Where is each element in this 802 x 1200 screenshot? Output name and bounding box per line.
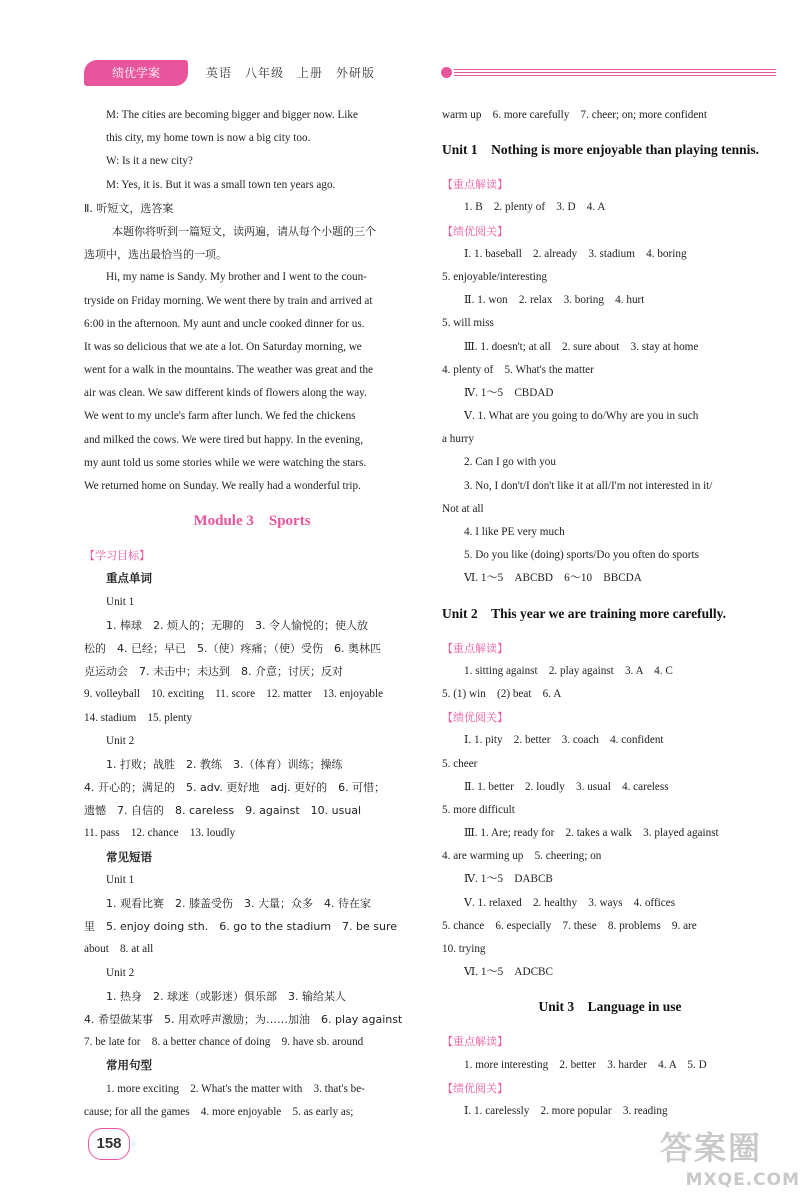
right-line: 5. chance 6. especially 7. these 8. problems 9. are bbox=[442, 919, 697, 932]
left-line: cause; for all the games 4. more enjoyable 5. as early as; bbox=[84, 1105, 354, 1118]
left-line: 9. volleyball 10. exciting 11. score 12. matter 13. enjoyable bbox=[84, 688, 384, 701]
header-rule bbox=[454, 72, 776, 73]
left-line: and milked the cows. We were tired but happy. In the evening, bbox=[84, 433, 364, 446]
left-line: 11. pass 12. chance 13. loudly bbox=[84, 827, 236, 840]
left-line: air was clean. We saw different kinds of flowers along the way. bbox=[84, 387, 367, 400]
right-line: Ⅳ. 1～5 DABCB bbox=[464, 873, 553, 886]
left-line: We returned home on Sunday. We really had a wonderful trip. bbox=[84, 480, 361, 492]
header-dot bbox=[441, 67, 452, 78]
right-line: Ⅱ. 1. better 2. loudly 3. usual 4. careless bbox=[464, 780, 669, 793]
left-line: We went to my uncle's farm after lunch. We fed the chickens bbox=[84, 410, 356, 423]
left-line: Unit 2 bbox=[106, 966, 135, 979]
left-line: 1. 热身 2. 球迷（或影迷）俱乐部 3. 输给某人 bbox=[106, 989, 346, 1003]
left-line: 1. more exciting 2. What's the matter with 3. that's be- bbox=[106, 1082, 365, 1095]
left-line: Hi, my name is Sandy. My brother and I went to the coun- bbox=[106, 271, 367, 284]
right-line: 4. plenty of 5. What's the matter bbox=[442, 363, 594, 376]
left-line: 常用句型 bbox=[106, 1058, 152, 1073]
left-line: 1. 打败；战胜 2. 教练 3.（体育）训练；操练 bbox=[106, 757, 343, 771]
left-line: tryside on Friday morning. We went there by train and arrived at bbox=[84, 294, 373, 307]
right-line: 5. will miss bbox=[442, 317, 494, 330]
right-line: 5. (1) win (2) beat 6. A bbox=[442, 687, 562, 700]
left-line: Module 3 Sports bbox=[193, 513, 311, 530]
right-line: 4. I like PE very much bbox=[464, 526, 565, 538]
right-line: warm up 6. more carefully 7. cheer; on; more confident bbox=[442, 109, 707, 121]
left-line: 松的 4. 已经；早已 5.（使）疼痛；（使）受伤 6. 奥林匹 bbox=[84, 641, 381, 655]
left-line: 重点单词 bbox=[106, 571, 152, 586]
right-line: Ⅵ. 1～5 ABCBD 6～10 BBCDA bbox=[464, 572, 642, 585]
right-line: 2. Can I go with you bbox=[464, 456, 556, 469]
right-line: 4. are warming up 5. cheering; on bbox=[442, 850, 602, 863]
right-line: Ⅲ. 1. doesn't; at all 2. sure about 3. stay at home bbox=[464, 340, 699, 353]
right-line: 5. more difficult bbox=[442, 803, 515, 816]
header-tag: 绩优学案 bbox=[84, 60, 188, 86]
right-line: Unit 1 Nothing is more enjoyable than playing tennis. bbox=[442, 142, 760, 158]
left-line: 1. 棒球 2. 烦人的；无聊的 3. 令人愉悦的；使人放 bbox=[106, 618, 368, 632]
left-line: W: Is it a new city? bbox=[106, 155, 193, 168]
left-line: 里 5. enjoy doing sth. 6. go to the stadium 7. be sure bbox=[84, 920, 398, 934]
page-number: 158 bbox=[88, 1128, 130, 1160]
left-column bbox=[84, 104, 420, 1124]
right-line: 【重点解读】 bbox=[442, 641, 508, 655]
right-line: Unit 2 This year we are training more carefully. bbox=[442, 605, 726, 621]
right-line: 1. sitting against 2. play against 3. A 4. C bbox=[464, 664, 673, 677]
right-line: Not at all bbox=[442, 502, 484, 515]
left-line: 选项中，选出最恰当的一项。 bbox=[84, 248, 227, 262]
right-line: 【重点解读】 bbox=[442, 1035, 508, 1049]
header-rule bbox=[454, 69, 776, 70]
right-line: Ⅴ. 1. What are you going to do/Why are you in such bbox=[464, 410, 699, 423]
watermark-url: MXQE.COM bbox=[685, 1170, 800, 1190]
left-line: 6:00 in the afternoon. My aunt and uncle cooked dinner for us. bbox=[84, 317, 365, 330]
left-line: Ⅱ. 听短文，选答案 bbox=[84, 201, 174, 215]
header-rule bbox=[454, 75, 776, 76]
right-line: 3. No, I don't/I don't like it at all/I'm not interested in it/ bbox=[464, 479, 713, 492]
left-line: this city, my home town is now a big city too. bbox=[106, 132, 311, 145]
right-column bbox=[442, 104, 778, 1123]
left-line: Unit 2 bbox=[106, 734, 135, 747]
left-line: 14. stadium 15. plenty bbox=[84, 711, 193, 724]
left-line: Unit 1 bbox=[106, 873, 135, 886]
right-line: a hurry bbox=[442, 433, 474, 446]
right-line: 1. B 2. plenty of 3. D 4. A bbox=[464, 201, 606, 214]
right-line: 【绩优阅关】 bbox=[442, 1081, 508, 1095]
header-title: 英语 八年级 上册 外研版 bbox=[206, 66, 376, 80]
left-line: my aunt told us some stories while we were watching the stars. bbox=[84, 456, 367, 469]
left-line: 1. 观看比赛 2. 膝盖受伤 3. 大量；众多 4. 待在家 bbox=[106, 897, 371, 910]
right-line: Ⅲ. 1. Are; ready for 2. takes a walk 3. played against bbox=[464, 827, 719, 840]
right-line: 10. trying bbox=[442, 943, 486, 955]
right-line: Ⅱ. 1. won 2. relax 3. boring 4. hurt bbox=[464, 294, 645, 307]
left-line: went for a walk in the mountains. The weather was great and the bbox=[84, 364, 374, 377]
right-line: 【绩优阅关】 bbox=[442, 224, 508, 238]
left-line: 常见短语 bbox=[106, 849, 152, 864]
right-line: Ⅰ. 1. carelessly 2. more popular 3. reading bbox=[464, 1104, 668, 1117]
left-line: 【学习目标】 bbox=[84, 549, 150, 563]
right-line: 5. Do you like (doing) sports/Do you often do sports bbox=[464, 549, 699, 562]
right-line: 5. cheer bbox=[442, 757, 478, 770]
right-line: 1. more interesting 2. better 3. harder 4. A 5. D bbox=[464, 1058, 707, 1071]
right-line: 【重点解读】 bbox=[442, 178, 508, 192]
right-line: 5. enjoyable/interesting bbox=[442, 270, 548, 283]
left-line: Unit 1 bbox=[106, 595, 135, 608]
watermark-logo bbox=[660, 1128, 800, 1198]
right-line: Unit 3 Language in use bbox=[538, 999, 682, 1015]
left-line: 4. 希望做某事 5. 用欢呼声激励；为……加油 6. play against bbox=[84, 1012, 403, 1026]
right-line: Ⅵ. 1～5 ADCBC bbox=[464, 966, 553, 979]
left-line: M: Yes, it is. But it was a small town ten years ago. bbox=[106, 178, 336, 191]
watermark-text: 答案圈 bbox=[660, 1129, 763, 1167]
right-line: Ⅴ. 1. relaxed 2. healthy 3. ways 4. offices bbox=[464, 896, 676, 909]
right-line: Ⅰ. 1. pity 2. better 3. coach 4. confident bbox=[464, 734, 664, 747]
right-line: Ⅰ. 1. baseball 2. already 3. stadium 4. boring bbox=[464, 247, 687, 260]
left-line: 4. 开心的；满足的 5. adv. 更好地 adj. 更好的 6. 可惜； bbox=[84, 781, 386, 795]
right-line: 【绩优阅关】 bbox=[442, 711, 508, 725]
left-line: M: The cities are becoming bigger and bigger now. Like bbox=[106, 109, 358, 121]
left-line: 遗憾 7. 自信的 8. careless 9. against 10. usual bbox=[84, 804, 362, 818]
left-line: 7. be late for 8. a better chance of doing 9. have sb. around bbox=[84, 1036, 364, 1049]
left-line: 克运动会 7. 未击中；未达到 8. 介意；讨厌；反对 bbox=[84, 665, 343, 679]
right-line: Ⅳ. 1～5 CBDAD bbox=[464, 386, 554, 399]
left-line: 本题你将听到一篇短文，读两遍，请从每个小题的三个 bbox=[112, 224, 376, 238]
left-line: It was so delicious that we ate a lot. On Saturday morning, we bbox=[84, 340, 362, 353]
left-line: about 8. at all bbox=[84, 943, 154, 956]
